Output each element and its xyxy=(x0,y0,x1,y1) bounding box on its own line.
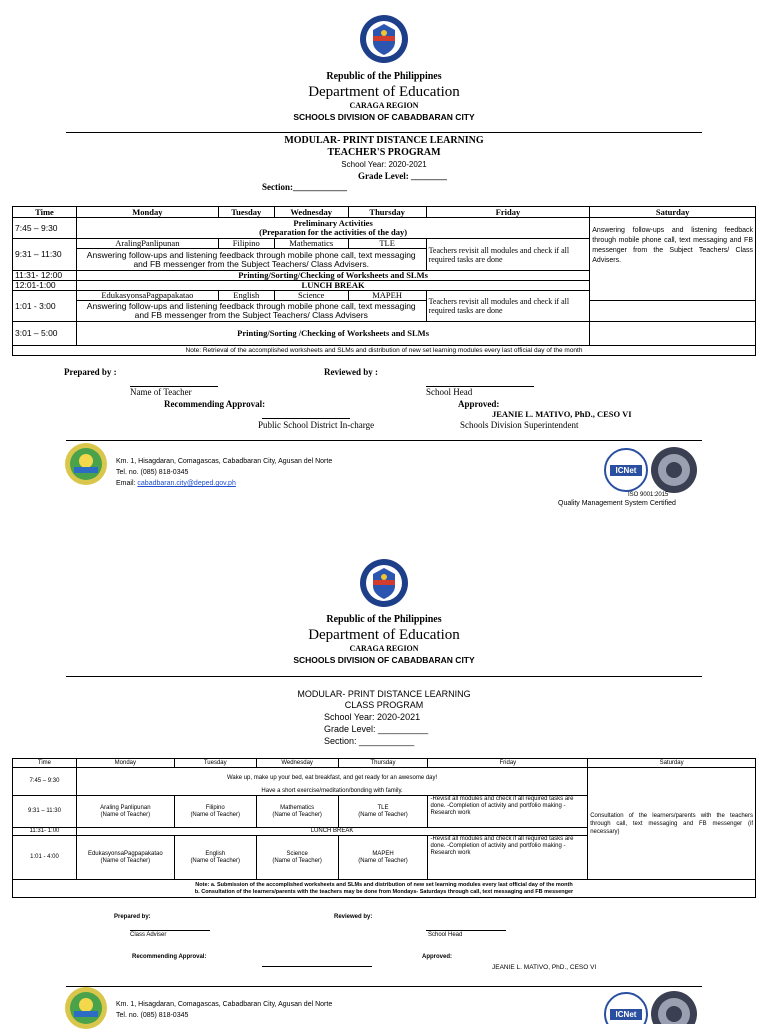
email-link[interactable]: cabadbaran.city@deped.gov.ph xyxy=(137,480,236,487)
approved-label: Approved: xyxy=(458,399,500,409)
header-tuesday: Tuesday xyxy=(174,759,256,768)
prepared-by-label: Prepared by: xyxy=(114,914,151,920)
republic-text: Republic of the Philippines xyxy=(326,71,442,82)
subject-cell: Mathematics xyxy=(274,239,348,249)
region-text: CARAGA REGION xyxy=(349,101,419,110)
note-a: Note: a. Submission of the accomplished worksheets and SLMs and distribution of new set learning modules every last official day of the month xyxy=(195,881,573,888)
footer-address: Km. 1, Hisagdaran, Comagascas, Cabadbaran City, Agusan del Norte xyxy=(116,1001,333,1008)
adviser-signature-line xyxy=(130,930,210,931)
note-cell: Note: Retrieval of the accomplished worksheets and SLMs and distribution of new set learning modules every last official day of the month xyxy=(13,346,756,356)
time-cell: 11:31- 12:00 xyxy=(13,271,77,281)
time-cell: 9:31 – 11:30 xyxy=(13,796,77,828)
lunch-cell: LUNCH BREAK xyxy=(76,828,587,836)
iso-badge xyxy=(650,990,698,1024)
reviewed-by-label: Reviewed by: xyxy=(334,914,373,920)
sds-name: JEANIE L. MATIVO, PhD., CESO VI xyxy=(492,964,597,971)
approved-label: Approved: xyxy=(422,954,452,960)
footer-email-row xyxy=(116,480,236,487)
class-program-table xyxy=(12,758,756,898)
psds-signature-line xyxy=(262,418,350,419)
header-friday: Friday xyxy=(426,207,590,218)
subject-name: MAPEH xyxy=(372,850,394,857)
footer-divider xyxy=(66,986,702,987)
division-text: SCHOOLS DIVISION OF CABADBARAN CITY xyxy=(293,655,475,665)
saturday-blank-cell xyxy=(590,322,756,346)
school-head-label: School Head xyxy=(428,932,463,938)
division-text: SCHOOLS DIVISION OF CABADBARAN CITY xyxy=(293,112,475,122)
exercise-text: Have a short exercise/meditation/bonding with family. xyxy=(261,788,403,794)
department-title: Department of Education xyxy=(308,627,460,643)
section-field: Section: ___________ xyxy=(324,736,415,746)
saturday-blank-cell xyxy=(590,301,756,322)
subject-cell: AralingPanlipunan xyxy=(76,239,218,249)
iso-badge-icon xyxy=(650,446,698,494)
school-year: School Year: 2020-2021 xyxy=(341,160,427,169)
subject-name: Mathematics xyxy=(280,804,315,811)
psds-signature-line xyxy=(262,966,372,967)
subject-cell xyxy=(76,796,174,828)
lunch-cell: LUNCH BREAK xyxy=(76,281,589,291)
deped-seal-top xyxy=(359,558,409,608)
note-b: b. Consultation of the learners/parents with the teachers may be done from Mondays- Saturdays through call, text messaging and FB messenger xyxy=(194,888,574,895)
time-cell: 12:01-1:00 xyxy=(13,281,77,291)
footer-address: Km. 1, Hisagdaran, Comagascas, Cabadbaran City, Agusan del Norte xyxy=(116,458,333,465)
deped-seal-icon xyxy=(359,14,409,64)
footer-tel: Tel. no. (085) 818-0345 xyxy=(116,1012,189,1019)
followup-cell: Answering follow-ups and listening feedback through mobile phone call, text messaging and FB messenger from the Subject Teachers/ Class Advisers xyxy=(76,301,426,322)
teacher-name: (Name of Teacher) xyxy=(272,857,322,864)
reviewed-by-label: Reviewed by : xyxy=(324,367,378,377)
icnet-badge xyxy=(604,992,648,1024)
recommending-approval-label: Recommending Approval: xyxy=(164,399,266,409)
iso-label: ISO 9001:2015 xyxy=(628,492,669,498)
sds-label: Schools Division Superintendent xyxy=(460,420,579,430)
recommending-approval-label: Recommending Approval: xyxy=(132,954,207,960)
subject-name: EdukasyonsaPagpapakatao xyxy=(87,850,163,857)
republic-text: Republic of the Philippines xyxy=(326,614,442,625)
friday-cell: Teachers revisit all modules and check if all required tasks are done xyxy=(426,291,590,322)
subject-name: Science xyxy=(286,850,308,857)
head-signature-line xyxy=(426,930,506,931)
header-tuesday: Tuesday xyxy=(218,207,274,218)
header-wednesday: Wednesday xyxy=(274,207,348,218)
division-logo-icon xyxy=(64,986,108,1030)
school-year: School Year: 2020-2021 xyxy=(324,712,421,722)
header-thursday: Thursday xyxy=(348,207,426,218)
subject-cell xyxy=(338,836,428,880)
header-thursday: Thursday xyxy=(338,759,428,768)
printing-cell: Printing/Sorting/Checking of Worksheets and SLMs xyxy=(76,271,589,281)
division-logo-icon xyxy=(64,442,108,486)
friday-cell: -Revisit all modules and check if all required tasks are done. -Completion of activity and portfolio making -Research work xyxy=(428,796,588,828)
division-logo xyxy=(64,986,108,1030)
wake-cell xyxy=(76,768,587,796)
subject-cell: MAPEH xyxy=(348,291,426,301)
division-logo xyxy=(64,442,108,486)
header-monday: Monday xyxy=(76,207,218,218)
header-divider xyxy=(66,132,702,133)
subject-cell: English xyxy=(218,291,274,301)
program-title: MODULAR- PRINT DISTANCE LEARNING xyxy=(284,135,484,146)
subject-cell: TLE xyxy=(348,239,426,249)
time-cell: 7:45 – 9:30 xyxy=(13,768,77,796)
header-divider xyxy=(66,676,702,677)
subject-name: TLE xyxy=(377,804,389,811)
subject-cell xyxy=(256,836,338,880)
table-row xyxy=(13,346,756,356)
friday-cell: Teachers revisit all modules and check if all required tasks are done xyxy=(426,239,590,271)
time-cell: 9:31 – 11:30 xyxy=(13,239,77,271)
table-row xyxy=(13,768,756,796)
footer-divider xyxy=(66,440,702,441)
table-row xyxy=(13,880,756,898)
time-cell: 11:31- 1:00 xyxy=(13,828,77,836)
qms-label: Quality Management System Certified xyxy=(558,500,676,507)
preliminary-cell xyxy=(76,218,589,239)
class-adviser-label: Class Adviser xyxy=(130,932,167,938)
psds-label: Public School District In-charge xyxy=(258,420,375,430)
header-time: Time xyxy=(13,207,77,218)
subject-cell: EdukasyonsaPagpapakatao xyxy=(76,291,218,301)
deped-seal-icon xyxy=(359,558,409,608)
icnet-text: ICNet xyxy=(615,1010,637,1019)
header-monday: Monday xyxy=(76,759,174,768)
time-cell: 1:01 - 4:00 xyxy=(13,836,77,880)
time-cell: 1:01 - 3:00 xyxy=(13,291,77,322)
footer-tel: Tel. no. (085) 818-0345 xyxy=(116,469,189,476)
deped-seal-top xyxy=(359,14,409,64)
icnet-text: ICNet xyxy=(615,466,637,475)
school-head-label: School Head xyxy=(426,387,473,397)
program-subtitle: CLASS PROGRAM xyxy=(344,700,424,710)
table-row xyxy=(13,218,756,239)
subject-name: English xyxy=(205,850,226,857)
region-text: CARAGA REGION xyxy=(349,644,419,653)
department-title: Department of Education xyxy=(308,84,460,100)
header-wednesday: Wednesday xyxy=(256,759,338,768)
header-time: Time xyxy=(13,759,77,768)
preliminary-title: Preliminary Activities xyxy=(293,218,373,228)
name-of-teacher: Name of Teacher xyxy=(130,387,192,397)
teacher-program-table xyxy=(12,206,756,356)
table-header-row xyxy=(13,759,756,768)
preliminary-subtitle: (Preparation for the activities of the day) xyxy=(259,227,408,237)
friday-cell: -Revisit all modules and check if all required tasks are done. -Completion of activity and portfolio making -Research work xyxy=(428,836,588,880)
subject-cell xyxy=(338,796,428,828)
table-row xyxy=(13,301,756,322)
table-row xyxy=(13,322,756,346)
iso-badge-icon xyxy=(650,990,698,1024)
subject-name: Araling Panlipunan xyxy=(100,804,151,811)
teacher-name: (Name of Teacher) xyxy=(272,811,322,818)
grade-level: Grade Level: ________ xyxy=(358,171,447,181)
email-label: Email: xyxy=(116,480,138,487)
teacher-name: (Name of Teacher) xyxy=(358,857,408,864)
teacher-name: (Name of Teacher) xyxy=(100,857,151,864)
subject-cell xyxy=(76,836,174,880)
program-title: MODULAR- PRINT DISTANCE LEARNING xyxy=(297,689,471,699)
section-field: Section:____________ xyxy=(262,182,347,192)
subject-cell xyxy=(174,796,256,828)
header-saturday: Saturday xyxy=(590,207,756,218)
time-cell: 7:45 – 9:30 xyxy=(13,218,77,239)
subject-cell xyxy=(174,836,256,880)
printing-cell: Printing/Sorting /Checking of Worksheets and SLMs xyxy=(76,322,589,346)
subject-cell: Science xyxy=(274,291,348,301)
sds-name: JEANIE L. MATIVO, PhD., CESO VI xyxy=(492,409,632,419)
header-friday: Friday xyxy=(428,759,588,768)
time-cell: 3:01 – 5:00 xyxy=(13,322,77,346)
subject-name: Filipino xyxy=(205,804,225,811)
saturday-cell: Consultation of the learners/parents with the teachers through call, text messaging and FB messenger (if necessary) xyxy=(588,768,756,880)
prepared-by-label: Prepared by : xyxy=(64,367,117,377)
wake-text: Wake up, make up your bed, eat breakfast, and get ready for an awesome day! xyxy=(226,775,438,781)
saturday-cell: Answering follow-ups and listening feedback through mobile phone call, text messaging and FB messenger from the Subject Teachers/ Class Advisers. xyxy=(590,218,756,301)
teacher-name: (Name of Teacher) xyxy=(190,857,241,864)
teacher-name: (Name of Teacher) xyxy=(100,811,151,818)
note-cell xyxy=(13,880,756,898)
grade-level: Grade Level: __________ xyxy=(324,724,429,734)
header-saturday: Saturday xyxy=(588,759,756,768)
followup-cell: Answering follow-ups and listening feedback through mobile phone call, text messaging and FB messenger from the Subject Teachers/ Class Advisers. xyxy=(76,249,426,271)
icnet-badge xyxy=(604,448,648,492)
program-subtitle: TEACHER'S PROGRAM xyxy=(327,147,441,158)
teacher-name: (Name of Teacher) xyxy=(190,811,241,818)
table-header-row xyxy=(13,207,756,218)
subject-cell: Filipino xyxy=(218,239,274,249)
teacher-name: (Name of Teacher) xyxy=(358,811,408,818)
subject-cell xyxy=(256,796,338,828)
